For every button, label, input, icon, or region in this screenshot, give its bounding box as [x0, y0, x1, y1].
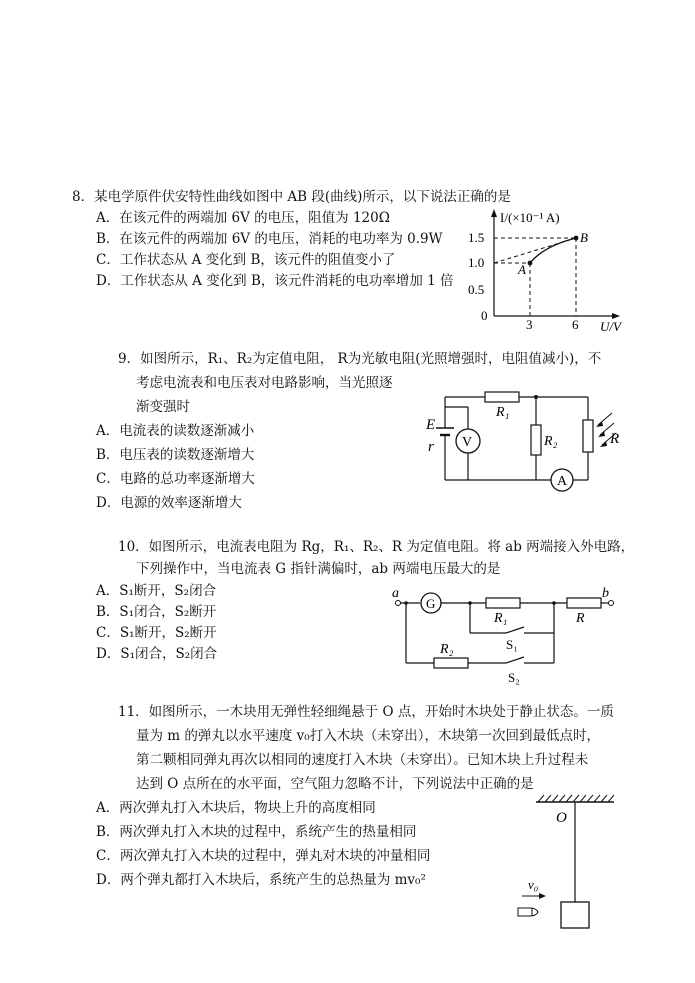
q8-option-a: A．在该元件的两端加 6V 的电压，阻值为 120Ω — [96, 210, 390, 226]
q9-ammeter-label: A — [557, 474, 568, 489]
q11-option-c: C．两次弹丸打入木块的过程中，弹丸对木块的冲量相同 — [96, 848, 431, 864]
q9-option-a: A．电流表的读数逐渐减小 — [96, 423, 255, 439]
q8-y-tick-1-5: 1.5 — [468, 230, 485, 245]
q10-switch-s2: S₂ — [508, 670, 520, 685]
q11-label-o: O — [556, 810, 567, 826]
q10-option-d: D．S₁闭合，S₂闭合 — [96, 646, 218, 662]
q9-stem-line2: 考虑电流表和电压表对电路影响，当光照逐 — [136, 375, 393, 391]
q9-option-d: D．电源的效率逐渐增大 — [96, 495, 242, 511]
q8-option-d: D．工作状态从 A 变化到 B，该元件消耗的电功率增加 1 倍 — [96, 273, 454, 289]
q11-option-a: A．两次弹丸打入木块后，物块上升的高度相同 — [96, 800, 376, 816]
q8-x-tick-6: 6 — [572, 317, 579, 332]
q8-origin: 0 — [481, 308, 488, 323]
q10-option-a: A．S₁断开，S₂闭合 — [96, 583, 217, 599]
q8-stem: 8．某电学原件伏安特性曲线如图中 AB 段(曲线)所示，以下说法正确的是 — [72, 189, 511, 205]
q8-x-tick-3: 3 — [526, 317, 533, 332]
q10-stem-line1: 10．如图所示，电流表电阻为 Rg，R₁、R₂、R 为定值电阻。将 ab 两端接入外电路， — [118, 539, 635, 555]
q8-x-axis-label: U/V — [600, 319, 621, 334]
q9-circuit-diagram — [422, 385, 637, 495]
q9-label-r-internal: r — [428, 439, 434, 455]
q10-label-r1: R₁ — [494, 611, 508, 626]
q8-y-tick-1-0: 1.0 — [468, 255, 485, 270]
q11-stem-line2: 量为 m 的弹丸以水平速度 v₀打入木块（未穿出），木块第一次回到最低点时， — [136, 728, 600, 744]
q9-label-r2: R₂ — [544, 434, 558, 449]
q9-option-b: B．电压表的读数逐渐增大 — [96, 447, 255, 463]
q9-label-r1: R₁ — [496, 405, 510, 420]
q9-option-c: C．电路的总功率逐渐增大 — [96, 471, 255, 487]
q11-option-b: B．两次弹丸打入木块的过程中，系统产生的热量相同 — [96, 824, 417, 840]
q10-circuit-diagram — [384, 583, 624, 688]
q9-voltmeter-label: V — [462, 435, 473, 450]
q9-stem-line3: 渐变强时 — [136, 399, 190, 415]
q11-stem-line4: 达到 O 点所在的水平面，空气阻力忽略不计，下列说法中正确的是 — [136, 776, 534, 792]
q10-galvanometer-label: G — [426, 596, 436, 611]
q11-pendulum-figure — [508, 792, 618, 932]
q10-switch-s1: S₁ — [506, 637, 518, 652]
q9-label-r-photo: R — [610, 431, 620, 447]
q9-label-e: E — [426, 417, 436, 433]
q11-option-d: D．两个弹丸都打入木块后，系统产生的总热量为 mv₀² — [96, 872, 426, 888]
q8-point-a: A — [518, 262, 526, 277]
q10-label-r2: R₂ — [440, 642, 454, 657]
q10-terminal-a: a — [392, 586, 399, 601]
q9-stem-line1: 9．如图所示，R₁、R₂为定值电阻， R为光敏电阻(光照增强时，电阻值减小)，不 — [118, 351, 602, 367]
q8-y-axis-label: I/(×10⁻¹ A) — [500, 210, 560, 225]
q8-option-c: C．工作状态从 A 变化到 B，该元件的阻值变小了 — [96, 252, 396, 268]
q11-stem-line1: 11．如图所示，一木块用无弹性轻细绳悬于 O 点，开始时木块处于静止状态。一质 — [118, 704, 614, 720]
q10-terminal-b: b — [602, 586, 609, 601]
q8-option-b: B．在该元件的两端加 6V 的电压，消耗的电功率为 0.9W — [96, 231, 443, 247]
q11-stem-line3: 第二颗相同弹丸再次以相同的速度打入木块（未穿出）。已知木块上升过程未 — [136, 752, 589, 768]
q10-option-b: B．S₁闭合，S₂断开 — [96, 604, 217, 620]
q8-y-tick-0-5: 0.5 — [468, 282, 485, 297]
q10-option-c: C．S₁断开，S₂断开 — [96, 625, 217, 641]
q11-label-v0: v₀ — [528, 877, 539, 892]
q10-label-r: R — [576, 611, 585, 626]
q8-point-b: B — [580, 230, 588, 245]
q8-iu-graph — [464, 206, 644, 336]
q10-stem-line2: 下列操作中，当电流表 G 指针满偏时，ab 两端电压最大的是 — [136, 561, 501, 577]
